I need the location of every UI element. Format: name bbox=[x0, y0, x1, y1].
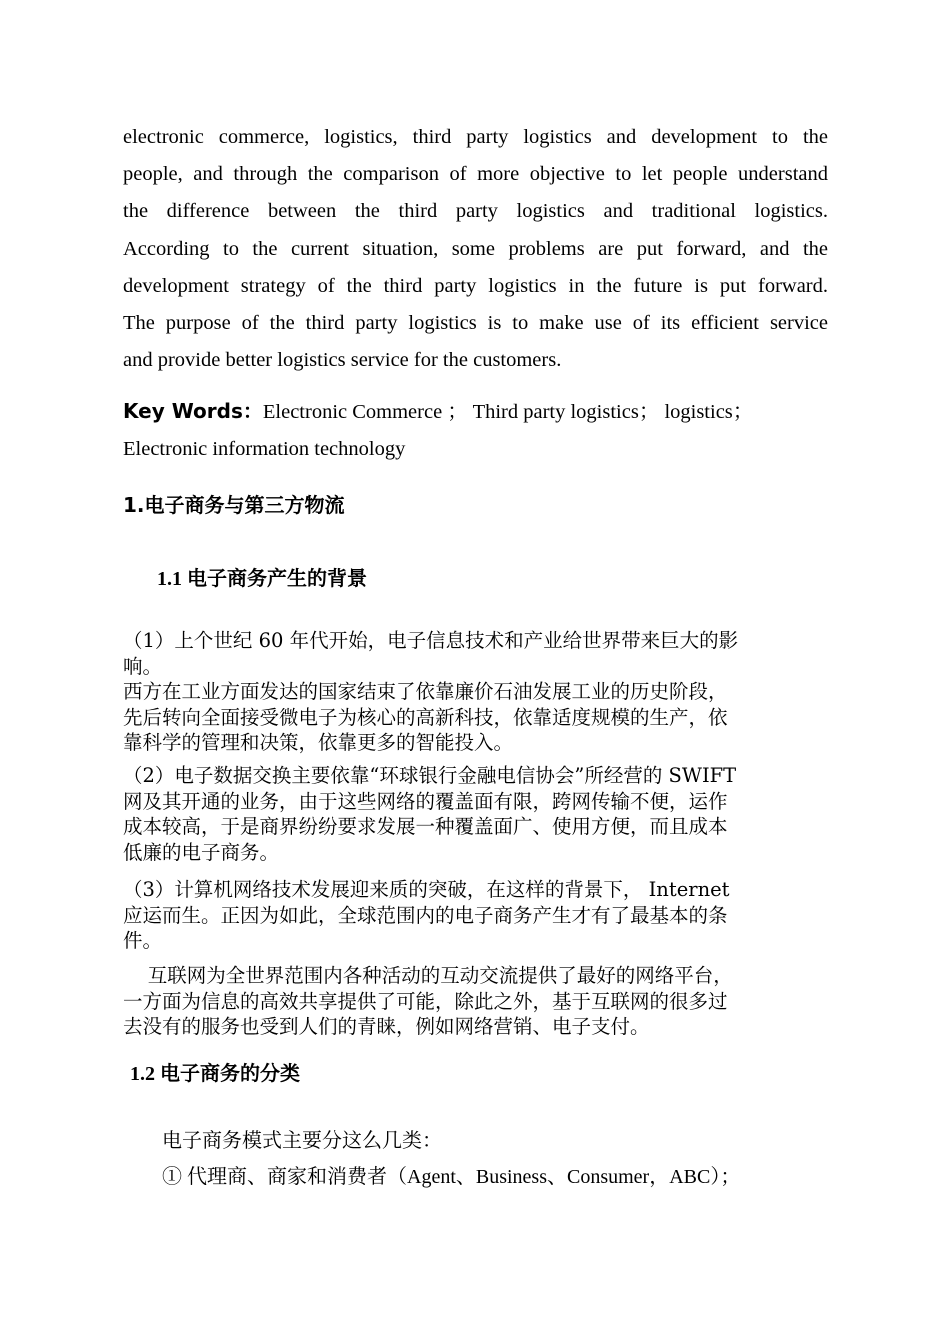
keywords-line-2: Electronic information technology bbox=[123, 438, 406, 461]
paragraph-line: 响。 bbox=[123, 654, 163, 678]
paragraph-line: 一方面为信息的高效共享提供了可能，除此之外，基于互联网的很多过 bbox=[123, 989, 728, 1013]
paragraph-line: 网及其开通的业务，由于这些网络的覆盖面有限，跨网传输不便，运作 bbox=[123, 789, 728, 813]
keywords-label: Key Words： bbox=[123, 399, 263, 423]
paragraph-line: 先后转向全面接受微电子为核心的高新科技，依靠适度规模的生产，依 bbox=[123, 705, 728, 729]
list-item: ① 代理商、商家和消费者（Agent、Business、Consumer，ABC）； bbox=[162, 1166, 741, 1188]
paragraph-4 bbox=[123, 963, 828, 1040]
abstract-line: development strategy of the third party logistics in the future is put forward. bbox=[123, 274, 828, 297]
paragraph-line: 去没有的服务也受到人们的青睐，例如网络营销、电子支付。 bbox=[123, 1015, 650, 1039]
abstract-line: and provide better logistics service for the customers. bbox=[123, 349, 562, 372]
paragraph-line: 靠科学的管理和决策，依靠更多的智能投入。 bbox=[123, 731, 514, 755]
subsection-heading: 1.1 电子商务产生的背景 bbox=[157, 568, 367, 590]
abstract-line: people, and through the comparison of more objective to let people understand bbox=[123, 163, 828, 186]
subsection-heading: 1.2 电子商务的分类 bbox=[130, 1063, 300, 1085]
abstract-line: electronic commerce, logistics, third party logistics and development to the bbox=[123, 126, 828, 148]
section-heading: 1.电子商务与第三方物流 bbox=[123, 493, 345, 517]
paragraph-line: 件。 bbox=[123, 929, 163, 953]
abstract-line: The purpose of the third party logistics is to make use of its efficient service bbox=[123, 312, 828, 335]
keywords-line-1 bbox=[123, 393, 828, 431]
paragraph-line: （3）计算机网络技术发展迎来质的突破，在这样的背景下， Internet bbox=[123, 878, 730, 901]
abstract-paragraph bbox=[123, 119, 828, 379]
paragraph-3 bbox=[123, 877, 828, 954]
paragraph-1 bbox=[123, 628, 828, 756]
paragraph-line: 西方在工业方面发达的国家结束了依靠廉价石油发展工业的历史阶段， bbox=[123, 680, 728, 704]
paragraph-line: 互联网为全世界范围内各种活动的互动交流提供了最好的网络平台， bbox=[123, 964, 733, 987]
paragraph-line: 低廉的电子商务。 bbox=[123, 840, 280, 864]
paragraph-line: （1）上个世纪 60 年代开始，电子信息技术和产业给世界带来巨大的影 bbox=[123, 629, 739, 652]
paragraph-line: （2）电子数据交换主要依靠“环球银行金融电信协会”所经营的 SWIFT bbox=[123, 764, 737, 787]
abstract-line: the difference between the third party logistics and traditional logistics. bbox=[123, 200, 828, 223]
paragraph-line: 成本较高，于是商界纷纷要求发展一种覆盖面广、使用方便，而且成本 bbox=[123, 815, 728, 839]
classification-intro bbox=[162, 1123, 867, 1195]
keywords bbox=[123, 393, 828, 468]
abstract-line: According to the current situation, some problems are put forward, and the bbox=[123, 237, 828, 260]
paragraph-line: 应运而生。正因为如此，全球范围内的电子商务产生才有了最基本的条 bbox=[123, 903, 728, 927]
paragraph-2 bbox=[123, 763, 828, 865]
keywords-list: Electronic Commerce ； Third party logistics； logistics； bbox=[262, 401, 754, 423]
intro-line: 电子商务模式主要分这么几类： bbox=[162, 1130, 442, 1152]
